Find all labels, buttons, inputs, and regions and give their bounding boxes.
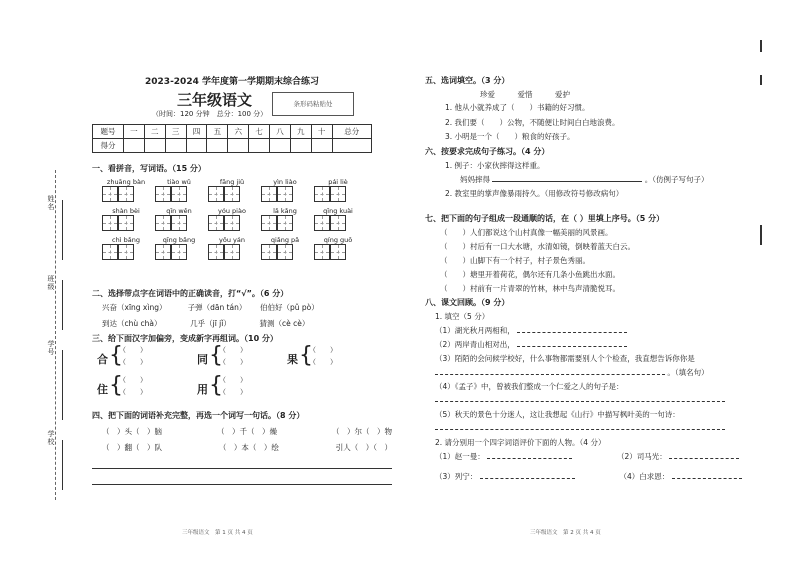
pinyin-label: lǎ kǎng [273,207,297,215]
answer-blank[interactable] [517,332,627,333]
scan-edge-mark [760,225,762,245]
writing-grid[interactable] [261,186,309,202]
answer-blank[interactable] [492,181,642,182]
score-header-label: 题号 [93,125,124,139]
pinyin-label: chì bǎng [112,236,140,244]
radical-answer-blank[interactable]: （ ） [219,358,247,366]
s8-item [435,325,627,336]
time-score-info: （时间：120 分钟 总分：100 分） [152,110,268,118]
scan-edge-mark [760,40,762,52]
s7-item: （ ）山脚下有一个村子，村子景色秀丽。 [440,256,590,265]
section-8-heading: 八、课文回顾。（9 分） [425,298,510,307]
s8-item-text: （1）湖光秋月两相和， [435,326,515,335]
s8-item: （3）陌陌的会问候学校好，什么事物都需要别人个个检查，我直想告诉你你是 [435,354,695,363]
s8-sub1: 1. 填空（5 分） [435,312,490,321]
s8-fill-note: 。（填名句） [667,368,709,377]
writing-cell[interactable] [155,244,171,260]
pinyin-label: qīng kuài [323,207,353,215]
s4-idiom: （ ）本（ ）绘 [218,443,279,452]
s5-item: 1. 他从小就养成了（ ）书籍的好习惯。 [445,103,590,112]
brace: { [109,343,123,368]
s6-fill-prefix: 妈妈摔得 [460,175,490,184]
pinyin-label: tiào wǔ [167,178,191,186]
writing-grid[interactable] [102,244,150,260]
s8-item-text: （5）秋天的景色十分迷人，这让我想起《山行》中描写枫叶美的一句诗： [435,410,680,419]
writing-grid[interactable] [155,186,203,202]
writing-cell[interactable] [277,215,293,231]
left-page [92,0,397,562]
writing-grid[interactable] [314,244,362,260]
cut-line [55,170,56,500]
radical-area [92,345,392,405]
s2-item: 到达（chù chà） 几乎（jī jǐ） 猜测（cè cè） [102,319,310,328]
pinyin-label: pái liè [328,178,348,186]
scan-edge-mark [760,75,762,85]
score-header-cell: 十 [311,125,332,139]
writing-cell[interactable] [208,186,224,202]
s8-person: （1）赵一曼： [435,452,485,461]
binding-gutter [0,0,90,562]
writing-grid[interactable] [102,215,150,231]
pinyin-label: yǒu yán [219,236,245,244]
score-cell[interactable] [270,139,291,153]
writing-grid[interactable] [102,186,150,202]
gutter-label-name: 姓名 [47,195,55,211]
section-6-heading: 六、按要求完成句子练习。（4 分） [425,147,550,156]
answer-blank[interactable] [672,478,742,479]
radical-answer-blank[interactable]: （ ） [119,376,147,384]
writing-grid[interactable] [155,244,203,260]
writing-cell[interactable] [118,186,134,202]
s8-item [435,381,624,392]
s5-word-bank: 珍爱 爱惜 爱护 [480,90,570,99]
section-7-heading: 七、把下面的句子组成一段通顺的话，在（ ）里填上序号。（5 分） [425,214,665,223]
writing-cell[interactable] [330,244,346,260]
writing-cell[interactable] [118,244,134,260]
section-2-heading: 二、选择带点字在词语中的正确读音，打“√”。（6 分） [92,289,289,298]
s6-item: 2. 教室里的掌声像暴雨持久。（用修改符号修改病句） [445,189,624,198]
s4-idiom: （ ）千（ ）燥 [217,427,277,436]
s7-item: （ ）村后有一口大水塘，水清如镜，倒映着蓝天白云。 [440,242,635,251]
answer-line[interactable] [92,484,392,485]
writing-cell[interactable] [330,215,346,231]
answer-blank[interactable] [435,374,665,375]
radical-answer-blank[interactable]: （ ） [119,358,147,366]
radical-answer-blank[interactable]: （ ） [219,346,247,354]
section-1-heading: 一、看拼音，写词语。（15 分） [92,164,206,173]
s8-sub2: 2. 请分别用一个四字词语评价下面的人物。（4 分） [435,438,606,447]
score-cell[interactable] [124,139,145,153]
radical-answer-blank[interactable]: （ ） [219,388,247,396]
s4-row-2 [102,442,392,453]
score-header-cell: 二 [144,125,165,139]
radical-answer-blank[interactable]: （ ） [309,346,337,354]
writing-grid[interactable] [208,186,256,202]
section-4-heading: 四、把下面的词语补充完整，再选一个词写一句话。（8 分） [92,411,305,420]
writing-grid[interactable] [314,186,362,202]
radical-answer-blank[interactable]: （ ） [219,376,247,384]
s7-item: （ ）人们都说这个山村真像一幅美丽的风景画。 [440,228,613,237]
page-footer: 三年级语文 第 1 页 共 4 页 [182,530,253,536]
right-page [420,0,750,562]
s4-idiom: （ ）头（ ）脑 [102,427,162,436]
writing-cell[interactable] [208,215,224,231]
page-footer: 三年级语文 第 2 页 共 4 页 [530,530,601,536]
writing-grid[interactable] [208,215,256,231]
writing-cell[interactable] [208,244,224,260]
gutter-label-class: 班级 [47,275,55,291]
s6-item: 1. 例子：小家伙摔得这样重。 [445,161,545,170]
writing-cell[interactable] [277,244,293,260]
score-header-cell: 总分 [332,125,371,139]
s8-person: （3）列宁： [435,472,478,481]
s5-item: 3. 小明是一个（ ）粮食的好孩子。 [445,132,575,141]
writing-grid[interactable] [261,244,309,260]
s5-item: 2. 我们要（ ）公物，不随便让时间白白地浪费。 [445,118,620,127]
writing-cell[interactable] [314,244,330,260]
s2-item: 兴奋（xīng xìng） 子弹（dān tán） 伯伯好（pǔ pò） [102,303,319,312]
s8-item-text: （2）两岸青山相对出， [435,340,515,349]
writing-cell[interactable] [330,186,346,202]
gutter-line [62,440,63,490]
writing-cell[interactable] [261,186,277,202]
answer-blank[interactable] [487,458,572,459]
score-header-cell: 七 [249,125,270,139]
gutter-line [62,350,63,420]
radical-base-char: 住 [97,383,108,396]
answer-blank[interactable] [669,458,739,459]
score-header-cell: 一 [124,125,145,139]
writing-cell[interactable] [261,244,277,260]
score-header-cell: 八 [270,125,291,139]
s8-item-fill [435,395,725,404]
score-cell[interactable] [144,139,165,153]
s4-idiom: （ ）翻（ ）队 [102,443,162,452]
exam-year-title: 2023-2024 学年度第一学期期末综合练习 [145,77,319,87]
score-table [92,124,372,153]
pinyin-writing-area [102,178,382,265]
s8-item [435,409,680,420]
writing-cell[interactable] [171,244,187,260]
writing-cell[interactable] [171,215,187,231]
pinyin-label: qíng guō [323,236,353,244]
section-5-heading: 五、选词填空。（3 分） [425,76,510,85]
answer-blank[interactable] [435,429,725,430]
radical-base-char: 用 [197,383,208,396]
section-3-heading: 三、给下面汉字加偏旁，变成新字再组词。（10 分） [92,334,278,343]
radical-base-char: 合 [97,353,108,366]
writing-cell[interactable] [224,244,240,260]
answer-line[interactable] [92,468,392,469]
pinyin-label: yóu piào [218,207,246,215]
answer-blank[interactable] [517,346,627,347]
score-cell[interactable] [332,139,371,153]
s8-item [435,339,627,350]
radical-answer-blank[interactable]: （ ） [309,358,337,366]
exam-main-title: 三年级语文 [177,91,253,109]
writing-cell[interactable] [171,186,187,202]
brace: { [109,373,123,398]
gutter-line [62,200,63,260]
brace: { [209,343,223,368]
radical-answer-blank[interactable]: （ ） [119,346,147,354]
score-header-cell: 三 [165,125,186,139]
score-cell[interactable] [207,139,228,153]
brace: { [299,343,313,368]
brace: { [209,373,223,398]
writing-cell[interactable] [314,215,330,231]
s8-people-row [435,471,745,482]
score-cell[interactable] [249,139,270,153]
s7-item: （ ）村前有一片青翠的竹林，林中鸟声清脆悦耳。 [440,284,620,293]
pinyin-label: fāng jiǔ [219,178,245,186]
writing-cell[interactable] [102,215,118,231]
writing-cell[interactable] [224,215,240,231]
barcode-area: 条形码粘贴处 [272,92,354,116]
s4-idiom: （ ）尔（ ）物 [332,427,392,436]
writing-cell[interactable] [102,244,118,260]
gutter-label-school: 学校 [47,430,55,446]
writing-grid[interactable] [155,215,203,231]
writing-cell[interactable] [314,186,330,202]
writing-grid[interactable] [314,215,362,231]
score-header-cell: 五 [207,125,228,139]
writing-cell[interactable] [102,186,118,202]
s8-item-text: （4）《孟子》中，曾被我们整成一个仁爱之人的句子是： [435,382,624,391]
answer-blank[interactable] [480,478,575,479]
writing-grid[interactable] [208,244,256,260]
s6-fill-suffix: 。（仿例子写句子） [644,175,709,184]
writing-cell[interactable] [261,215,277,231]
score-cell[interactable] [186,139,207,153]
score-header-cell: 六 [228,125,249,139]
gutter-line [62,280,63,330]
pinyin-label: shàn bèi [112,207,140,215]
score-header-cell: 四 [186,125,207,139]
score-row-label: 得分 [93,139,124,153]
s6-fill-row [460,174,709,185]
pinyin-label: qiǎng pǎ [270,236,300,244]
gutter-label-number: 学号 [47,340,55,356]
s8-people-row [435,451,745,462]
score-cell[interactable] [311,139,332,153]
score-cell[interactable] [290,139,311,153]
s4-idiom: 引人（ ）（ ） [335,443,392,452]
radical-answer-blank[interactable]: （ ） [119,388,147,396]
writing-cell[interactable] [118,215,134,231]
score-cell[interactable] [228,139,249,153]
pinyin-label: yìn liào [273,178,297,186]
s7-item: （ ）塘里开着荷花，偶尔还有几条小鱼跳出水面。 [440,270,620,279]
radical-base-char: 果 [287,353,298,366]
pinyin-label: qīng bǎng [162,236,196,244]
s4-row-1 [102,426,392,437]
pinyin-label: zhuāng bàn [106,178,146,186]
s8-person: （4）白求恩： [619,472,670,481]
score-header-cell: 九 [290,125,311,139]
answer-blank[interactable] [435,401,725,402]
writing-cell[interactable] [224,186,240,202]
writing-grid[interactable] [261,215,309,231]
s8-item-fill [435,423,725,432]
radical-base-char: 同 [197,353,208,366]
score-cell[interactable] [165,139,186,153]
s8-item-fill [435,367,709,378]
writing-cell[interactable] [277,186,293,202]
writing-cell[interactable] [155,186,171,202]
writing-cell[interactable] [155,215,171,231]
s8-person: （2）司马光： [616,452,667,461]
pinyin-label: qīn wěn [166,207,192,215]
